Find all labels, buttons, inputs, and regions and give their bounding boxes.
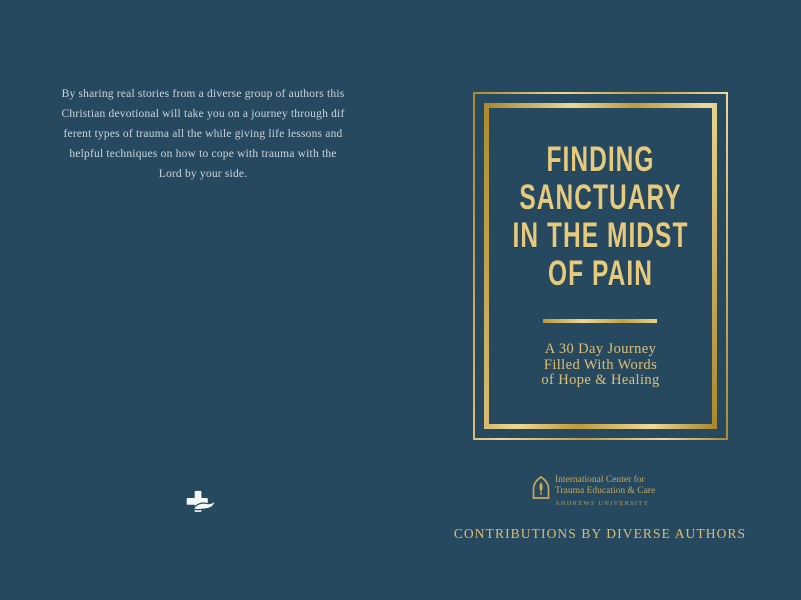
blurb-line: helpful techniques on how to cope with trauma with the [69,148,337,160]
back-blurb [40,84,366,184]
blurb-line: ferent types of trauma all the while giving life lessons and [63,128,343,140]
title-line: FINDING [546,140,655,179]
title-line: OF PAIN [548,254,653,293]
title-divider [543,319,657,323]
book-subtitle [473,342,728,389]
blurb-line: By sharing real stories from a diverse group of authors this [61,88,345,100]
blurb-line: Christian devotional will take you on a journey through dif [61,108,345,120]
blurb-line: Lord by your side. [158,168,248,180]
book-title [511,141,690,293]
logo-org-line: Trauma Education & Care [555,485,656,496]
cross-hand-icon [185,490,217,517]
subtitle-line: of Hope & Healing [541,372,660,388]
title-line: SANCTUARY [519,178,682,217]
ictec-logo-text [555,475,655,510]
title-line: IN THE MIDST [512,216,689,255]
arch-leaf-icon [531,475,551,500]
subtitle-line: A 30 Day Journey [544,341,657,357]
subtitle-line: Filled With Words [543,356,658,373]
logo-org-line: International Center for [555,475,645,485]
ictec-logo [531,475,655,510]
logo-affiliation: ANDREWS UNIVERSITY [555,500,650,507]
contributions-line: CONTRIBUTIONS BY DIVERSE AUTHORS [453,526,747,541]
